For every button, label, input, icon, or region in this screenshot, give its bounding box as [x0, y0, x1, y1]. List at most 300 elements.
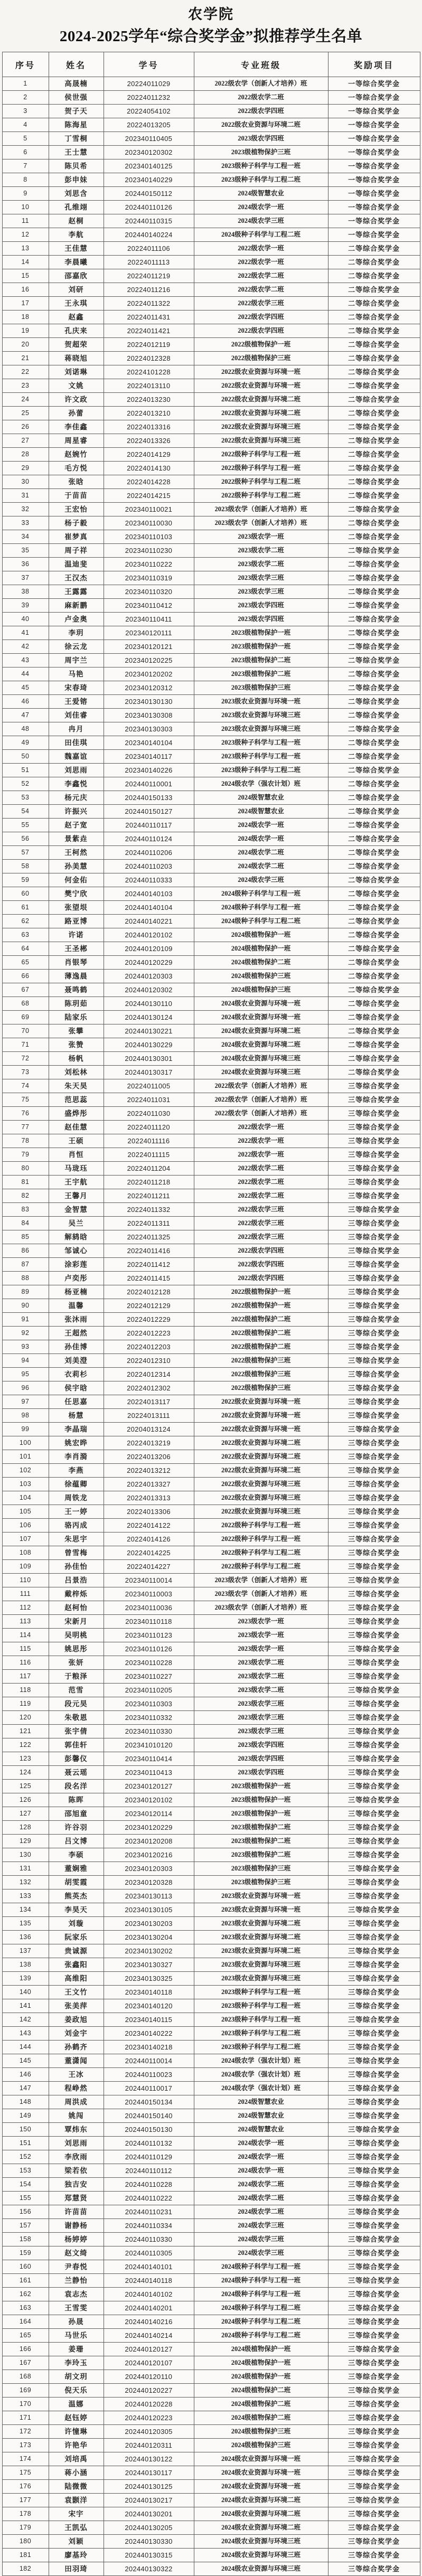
cell-class: 2023级农业资源与环境三班: [194, 709, 328, 722]
cell-student-id: 20224011431: [104, 311, 194, 324]
cell-index: 76: [2, 1107, 49, 1121]
cell-student-id: 202440130317: [104, 1066, 194, 1079]
cell-award: 三等综合奖学金: [328, 2494, 420, 2507]
cell-award: 三等综合奖学金: [328, 1697, 420, 1711]
cell-name: 魏嘉谊: [49, 750, 104, 764]
table-row: [2, 1958, 420, 1972]
cell-name: 薄逸晨: [49, 970, 104, 983]
table-row: [2, 1684, 420, 1697]
cell-student-id: 20224012310: [104, 1354, 194, 1368]
cell-award: 三等综合奖学金: [328, 2219, 420, 2233]
cell-student-id: 202440110334: [104, 2219, 194, 2233]
cell-student-id: 202340110303: [104, 1697, 194, 1711]
cell-name: 李燕: [49, 1464, 104, 1478]
cell-student-id: 202440120107: [104, 2356, 194, 2370]
cell-award: 二等综合奖学金: [328, 777, 420, 791]
table-row: [2, 2452, 420, 2466]
table-row: [2, 1478, 420, 1491]
cell-index: 81: [2, 1176, 49, 1189]
cell-index: 36: [2, 558, 49, 571]
cell-index: 22: [2, 365, 49, 379]
cell-student-id: 202440130301: [104, 1052, 194, 1066]
cell-index: 86: [2, 1244, 49, 1258]
cell-class: 2024级农学三班: [194, 2233, 328, 2246]
table-row: [2, 2095, 420, 2109]
cell-index: 5: [2, 132, 49, 146]
cell-index: 17: [2, 297, 49, 311]
cell-index: 19: [2, 324, 49, 338]
cell-index: 77: [2, 1121, 49, 1134]
table-row: [2, 1793, 420, 1807]
cell-award: 三等综合奖学金: [328, 1491, 420, 1505]
cell-class: 2022级种子科学与工程一班: [194, 462, 328, 475]
cell-index: 177: [2, 2494, 49, 2507]
cell-award: 二等综合奖学金: [328, 585, 420, 599]
cell-name: 戴梓烁: [49, 1587, 104, 1601]
cell-student-id: 20224013212: [104, 1464, 194, 1478]
cell-name: 覃炜东: [49, 2123, 104, 2137]
cell-award: 三等综合奖学金: [328, 1793, 420, 1807]
cell-award: 三等综合奖学金: [328, 1958, 420, 1972]
cell-award: 三等综合奖学金: [328, 1752, 420, 1766]
table-row: [2, 2356, 420, 2370]
cell-class: 2024级植物保护二班: [194, 2384, 328, 2398]
cell-index: 39: [2, 599, 49, 613]
cell-index: 123: [2, 1752, 49, 1766]
cell-class: 2024级种子科学与工程一班: [194, 2274, 328, 2288]
cell-index: 139: [2, 1972, 49, 1986]
cell-student-id: 202440110023: [104, 2068, 194, 2082]
cell-student-id: 202440110228: [104, 2178, 194, 2192]
cell-class: 2022级农学（创新人才培养）班: [194, 1093, 328, 1107]
table-row: [2, 1766, 420, 1780]
cell-index: 134: [2, 1903, 49, 1917]
cell-index: 30: [2, 475, 49, 489]
table-row: [2, 132, 420, 146]
cell-award: 三等综合奖学金: [328, 1944, 420, 1958]
cell-student-id: 20224011115: [104, 1148, 194, 1162]
cell-class: 2024级农学（强农计划）班: [194, 2068, 328, 2082]
cell-student-id: 202440110305: [104, 2246, 194, 2260]
cell-student-id: 202340130130: [104, 695, 194, 709]
cell-name: 张妍: [49, 1656, 104, 1670]
cell-award: 三等综合奖学金: [328, 1546, 420, 1560]
cell-award: 二等综合奖学金: [328, 352, 420, 365]
cell-index: 97: [2, 1395, 49, 1409]
cell-index: 52: [2, 777, 49, 791]
cell-student-id: 202440130322: [104, 2562, 194, 2576]
table-row: [2, 2150, 420, 2164]
cell-student-id: 202440120305: [104, 2425, 194, 2439]
cell-student-id: 202440110231: [104, 2205, 194, 2219]
cell-name: 许诺: [49, 928, 104, 942]
cell-name: 孙蕾: [49, 407, 104, 420]
cell-student-id: 20224012328: [104, 352, 194, 365]
cell-name: 范思蕊: [49, 1093, 104, 1107]
cell-index: 117: [2, 1670, 49, 1684]
table-row: [2, 379, 420, 393]
cell-class: 2022级农学三班: [194, 1230, 328, 1244]
table-row: [2, 352, 420, 365]
cell-index: 63: [2, 928, 49, 942]
cell-student-id: 202440110333: [104, 873, 194, 887]
table-row: [2, 1780, 420, 1793]
cell-student-id: 202440150130: [104, 2123, 194, 2137]
cell-name: 王圣郴: [49, 942, 104, 956]
cell-class: 2023级植物保护一班: [194, 626, 328, 640]
cell-award: 三等综合奖学金: [328, 1368, 420, 1381]
cell-name: 曾雪梅: [49, 1546, 104, 1560]
cell-index: 157: [2, 2219, 49, 2233]
table-row: [2, 1011, 420, 1024]
cell-student-id: 20224011218: [104, 1176, 194, 1189]
cell-index: 96: [2, 1381, 49, 1395]
cell-class: 2024级农学二班: [194, 846, 328, 860]
cell-index: 166: [2, 2343, 49, 2356]
cell-class: 2022级植物保护三班: [194, 352, 328, 365]
cell-award: 二等综合奖学金: [328, 901, 420, 915]
cell-student-id: 20224013327: [104, 1478, 194, 1491]
cell-class: 2023级植物保护一班: [194, 1793, 328, 1807]
cell-student-id: 202440120311: [104, 2439, 194, 2452]
cell-class: 2024级农学二班: [194, 860, 328, 873]
cell-class: 2024级农业资源与环境一班: [194, 2480, 328, 2494]
table-row: [2, 2123, 420, 2137]
table-row: [2, 1505, 420, 1519]
cell-index: 92: [2, 1327, 49, 1340]
cell-award: 三等综合奖学金: [328, 2178, 420, 2192]
table-row: [2, 1738, 420, 1752]
cell-name: 贵诚源: [49, 1944, 104, 1958]
cell-index: 73: [2, 1066, 49, 1079]
cell-name: 董娴雅: [49, 1862, 104, 1876]
cell-award: 三等综合奖学金: [328, 1903, 420, 1917]
cell-student-id: 20224012128: [104, 1285, 194, 1299]
cell-class: 2024级植物保护一班: [194, 2343, 328, 2356]
cell-index: 61: [2, 901, 49, 915]
cell-student-id: 202440110126: [104, 201, 194, 214]
cell-index: 101: [2, 1450, 49, 1464]
cell-index: 156: [2, 2205, 49, 2219]
cell-award: 一等综合奖学金: [328, 105, 420, 118]
cell-name: 程峥然: [49, 2082, 104, 2095]
cell-index: 109: [2, 1560, 49, 1574]
cell-award: 三等综合奖学金: [328, 1107, 420, 1121]
cell-index: 58: [2, 860, 49, 873]
cell-name: 金智慧: [49, 1203, 104, 1217]
cell-class: 2024级农学二班: [194, 2205, 328, 2219]
cell-index: 12: [2, 228, 49, 242]
cell-index: 155: [2, 2192, 49, 2205]
cell-name: 刘思雨: [49, 2137, 104, 2150]
cell-class: 2024级农学三班: [194, 873, 328, 887]
cell-name: 侯世强: [49, 91, 104, 105]
cell-name: 梁若依: [49, 2164, 104, 2178]
cell-class: 2023级植物保护二班: [194, 1848, 328, 1862]
cell-name: 孙美慧: [49, 860, 104, 873]
cell-name: 胡雯霞: [49, 1876, 104, 1889]
cell-student-id: 202440120303: [104, 970, 194, 983]
cell-award: 三等综合奖学金: [328, 1656, 420, 1670]
cell-class: 2024级植物保护一班: [194, 2370, 328, 2384]
cell-index: 48: [2, 722, 49, 736]
cell-name: 杨子毅: [49, 516, 104, 530]
table-row: [2, 489, 420, 503]
cell-name: 姚思彤: [49, 1642, 104, 1656]
cell-index: 129: [2, 1835, 49, 1848]
cell-award: 三等综合奖学金: [328, 1258, 420, 1272]
cell-award: 三等综合奖学金: [328, 2535, 420, 2549]
table-row: [2, 201, 420, 214]
cell-class: 2022级种子科学与工程二班: [194, 489, 328, 503]
cell-student-id: 20224012203: [104, 1340, 194, 1354]
cell-student-id: 202340120312: [104, 681, 194, 695]
cell-name: 盛烨彤: [49, 1107, 104, 1121]
table-row: [2, 1697, 420, 1711]
cell-award: 三等综合奖学金: [328, 2027, 420, 2041]
table-row: [2, 269, 420, 283]
cell-student-id: 20224011322: [104, 297, 194, 311]
scholarship-table: [2, 52, 420, 2576]
cell-class: 2023级农业资源与环境二班: [194, 1944, 328, 1958]
cell-student-id: 202340110411: [104, 613, 194, 626]
cell-class: 2023级农业资源与环境三班: [194, 1958, 328, 1972]
cell-award: 二等综合奖学金: [328, 613, 420, 626]
table-row: [2, 2137, 420, 2150]
table-row: [2, 393, 420, 407]
cell-award: 三等综合奖学金: [328, 2054, 420, 2068]
cell-name: 孔维翊: [49, 201, 104, 214]
cell-index: 88: [2, 1272, 49, 1285]
table-row: [2, 2178, 420, 2192]
cell-class: 2024级植物保护二班: [194, 2398, 328, 2411]
cell-award: 三等综合奖学金: [328, 1587, 420, 1601]
cell-student-id: 202340110230: [104, 544, 194, 558]
cell-award: 三等综合奖学金: [328, 1876, 420, 1889]
cell-student-id: 20224013219: [104, 1436, 194, 1450]
cell-index: 35: [2, 544, 49, 558]
cell-index: 10: [2, 201, 49, 214]
table-row: [2, 1560, 420, 1574]
cell-student-id: 202440120223: [104, 2411, 194, 2425]
cell-student-id: 202340110003: [104, 1587, 194, 1601]
table-row: [2, 1903, 420, 1917]
cell-award: 二等综合奖学金: [328, 805, 420, 819]
cell-student-id: 202340140117: [104, 750, 194, 764]
table-row: [2, 1024, 420, 1038]
cell-index: 110: [2, 1574, 49, 1587]
cell-award: 三等综合奖学金: [328, 2095, 420, 2109]
cell-class: 2023级农学二班: [194, 544, 328, 558]
cell-index: 27: [2, 434, 49, 448]
cell-student-id: 202340130308: [104, 709, 194, 722]
table-row: [2, 2219, 420, 2233]
cell-student-id: 20224012314: [104, 1368, 194, 1381]
cell-name: 袁颢洋: [49, 2494, 104, 2507]
table-row: [2, 764, 420, 777]
cell-index: 50: [2, 750, 49, 764]
table-row: [2, 1601, 420, 1615]
cell-name: 麻新鹏: [49, 599, 104, 613]
table-row: [2, 297, 420, 311]
cell-index: 160: [2, 2260, 49, 2274]
cell-award: 三等综合奖学金: [328, 1848, 420, 1862]
table-row: [2, 1862, 420, 1876]
cell-student-id: 20224013316: [104, 420, 194, 434]
table-row: [2, 1711, 420, 1725]
table-row: [2, 1670, 420, 1684]
cell-student-id: 202440120109: [104, 942, 194, 956]
cell-class: 2024级植物保护三班: [194, 2439, 328, 2452]
table-row: [2, 585, 420, 599]
cell-student-id: 202340110227: [104, 1670, 194, 1684]
table-row: [2, 942, 420, 956]
cell-name: 卢金奥: [49, 613, 104, 626]
cell-index: 90: [2, 1299, 49, 1313]
cell-award: 三等综合奖学金: [328, 2315, 420, 2329]
cell-index: 87: [2, 1258, 49, 1272]
cell-student-id: 20224011232: [104, 91, 194, 105]
cell-name: 杨元庆: [49, 791, 104, 805]
table-row: [2, 1313, 420, 1327]
cell-award: 三等综合奖学金: [328, 1244, 420, 1258]
cell-name: 侯宇晗: [49, 1381, 104, 1395]
cell-student-id: 20224014215: [104, 489, 194, 503]
cell-student-id: 202440120229: [104, 956, 194, 970]
cell-award: 三等综合奖学金: [328, 1381, 420, 1395]
table-row: [2, 2068, 420, 2082]
header-row: [2, 52, 420, 77]
cell-award: 三等综合奖学金: [328, 1189, 420, 1203]
cell-index: 111: [2, 1587, 49, 1601]
cell-class: 2024级智慧农业: [194, 805, 328, 819]
cell-class: 2022级农学二班: [194, 91, 328, 105]
cell-student-id: 202440140104: [104, 901, 194, 915]
cell-name: 赵鑫: [49, 311, 104, 324]
cell-class: 2023级农学三班: [194, 1725, 328, 1738]
table-row: [2, 1519, 420, 1533]
cell-class: 2023级植物保护二班: [194, 654, 328, 667]
table-row: [2, 1546, 420, 1560]
table-row: [2, 187, 420, 201]
cell-name: 王汉杰: [49, 571, 104, 585]
cell-award: 三等综合奖学金: [328, 1093, 420, 1107]
cell-name: 徐云龙: [49, 640, 104, 654]
cell-award: 三等综合奖学金: [328, 2343, 420, 2356]
cell-award: 二等综合奖学金: [328, 407, 420, 420]
cell-student-id: 202340140218: [104, 2041, 194, 2054]
cell-index: 142: [2, 2013, 49, 2027]
cell-class: 2022级农业资源与环境一班: [194, 1423, 328, 1436]
cell-award: 三等综合奖学金: [328, 1986, 420, 1999]
cell-name: 袁志杰: [49, 2288, 104, 2301]
cell-student-id: 202440130221: [104, 1024, 194, 1038]
cell-student-id: 202440130205: [104, 2521, 194, 2535]
cell-student-id: 20224014225: [104, 1546, 194, 1560]
cell-award: 一等综合奖学金: [328, 91, 420, 105]
table-row: [2, 2109, 420, 2123]
cell-award: 三等综合奖学金: [328, 1285, 420, 1299]
table-row: [2, 2301, 420, 2315]
table-row: [2, 1148, 420, 1162]
cell-index: 15: [2, 269, 49, 283]
cell-class: 2023级农学四班: [194, 132, 328, 146]
cell-student-id: 20224011311: [104, 1217, 194, 1230]
cell-student-id: 20224011120: [104, 1121, 194, 1134]
cell-index: 79: [2, 1148, 49, 1162]
cell-class: 2022级种子科学与工程二班: [194, 475, 328, 489]
cell-index: 114: [2, 1629, 49, 1642]
table-row: [2, 736, 420, 750]
table-row: [2, 846, 420, 860]
table-row: [2, 462, 420, 475]
table-row: [2, 2425, 420, 2439]
cell-class: 2022级农学四班: [194, 311, 328, 324]
cell-student-id: 20224011113: [104, 256, 194, 269]
header-index: 序号: [2, 52, 49, 77]
cell-name: 文姚: [49, 379, 104, 393]
cell-class: 2023级种子科学与工程二班: [194, 173, 328, 187]
cell-student-id: 20224011005: [104, 1079, 194, 1093]
cell-award: 二等综合奖学金: [328, 915, 420, 928]
table-row: [2, 338, 420, 352]
cell-index: 127: [2, 1807, 49, 1821]
table-row: [2, 91, 420, 105]
table-row: [2, 2549, 420, 2562]
cell-award: 三等综合奖学金: [328, 1079, 420, 1093]
cell-name: 刘美澄: [49, 1354, 104, 1368]
table-row: [2, 2466, 420, 2480]
cell-name: 刘颖: [49, 2535, 104, 2549]
cell-award: 三等综合奖学金: [328, 1313, 420, 1327]
cell-student-id: 202440110132: [104, 2137, 194, 2150]
cell-class: 2022级农学一班: [194, 256, 328, 269]
cell-index: 23: [2, 379, 49, 393]
cell-index: 56: [2, 832, 49, 846]
cell-name: 杨婷婷: [49, 2233, 104, 2246]
cell-name: 马艳: [49, 667, 104, 681]
table-row: [2, 407, 420, 420]
cell-index: 115: [2, 1642, 49, 1656]
cell-index: 69: [2, 1011, 49, 1024]
table-row: [2, 901, 420, 915]
cell-name: 王雪雯: [49, 2301, 104, 2315]
cell-index: 125: [2, 1780, 49, 1793]
cell-student-id: 202440150127: [104, 805, 194, 819]
cell-class: 2024级农业资源与环境三班: [194, 1066, 328, 1079]
cell-class: 2022级农学四班: [194, 105, 328, 118]
cell-student-id: 202340110319: [104, 571, 194, 585]
cell-award: 三等综合奖学金: [328, 2041, 420, 2054]
cell-award: 三等综合奖学金: [328, 2164, 420, 2178]
cell-name: 王永琪: [49, 297, 104, 311]
cell-index: 182: [2, 2562, 49, 2576]
cell-award: 三等综合奖学金: [328, 1203, 420, 1217]
cell-student-id: 202440130117: [104, 2466, 194, 2480]
table-row: [2, 434, 420, 448]
cell-name: 贺超荣: [49, 338, 104, 352]
cell-index: 64: [2, 942, 49, 956]
cell-class: 2024级农学二班: [194, 2178, 328, 2192]
cell-student-id: 20224012302: [104, 1381, 194, 1395]
cell-index: 161: [2, 2274, 49, 2288]
cell-name: 李晶瑞: [49, 1423, 104, 1436]
cell-award: 二等综合奖学金: [328, 379, 420, 393]
cell-award: 一等综合奖学金: [328, 77, 420, 91]
cell-student-id: 202440110129: [104, 2150, 194, 2164]
cell-student-id: 202340130327: [104, 1958, 194, 1972]
cell-name: 周铁龙: [49, 1491, 104, 1505]
